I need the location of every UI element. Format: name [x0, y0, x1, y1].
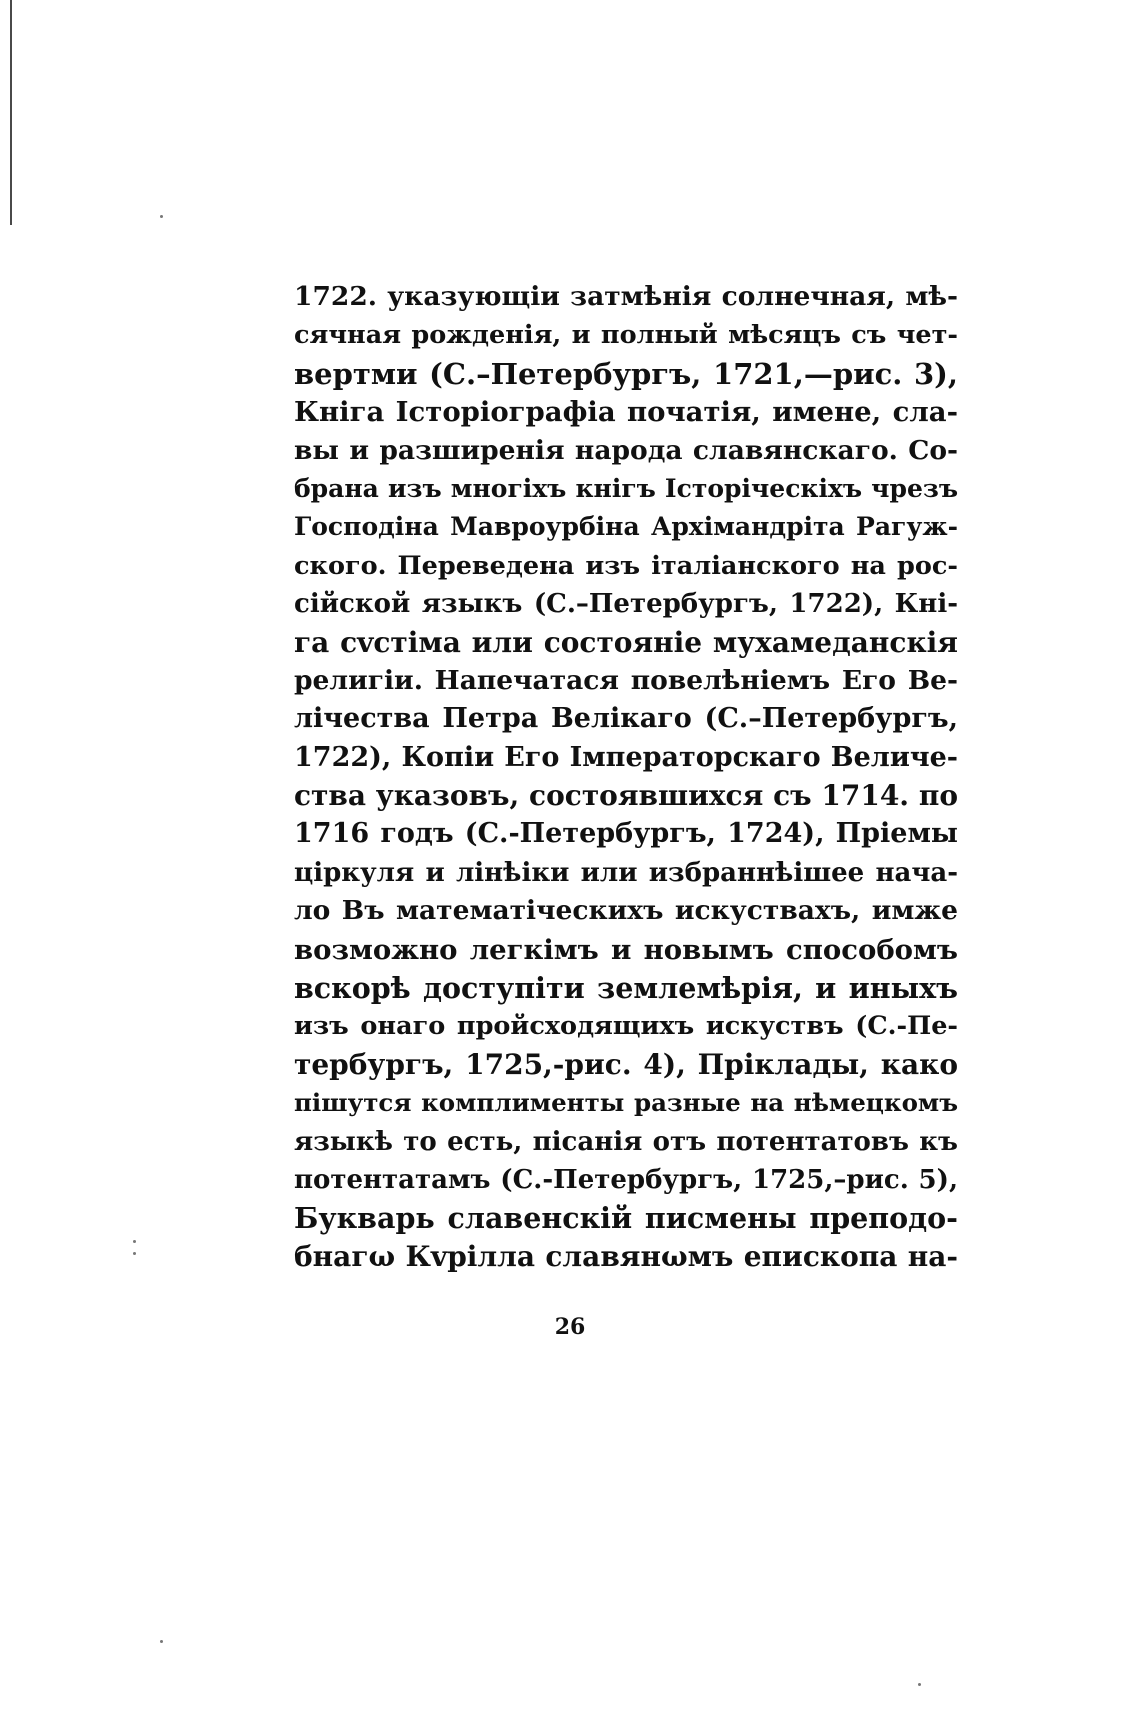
scan-edge-line [10, 0, 12, 225]
text-line: сійской языкъ (С.–Петербургъ, 1722), Кні- [294, 589, 958, 620]
text-line: ло Въ математіческихъ искуствахъ, имже [294, 895, 958, 927]
text-line: Кніга Історіографіа початія, имене, сла- [294, 396, 958, 429]
text-line: Букварь славенскій писмены преподо- [294, 1201, 958, 1236]
text-line: тербургъ, 1725,-рис. 4), Пріклады, како [294, 1047, 958, 1081]
text-line: Господіна Мавроурбіна Архімандріта Рагуж- [294, 512, 958, 542]
scan-speck [160, 215, 163, 218]
text-line: сячная рожденія, и полный мѣсяцъ съ чет- [294, 320, 958, 351]
text-line: 1716 годъ (С.-Петербургъ, 1724), Пріемы [294, 818, 958, 850]
text-line: ского. Переведена изъ італіанского на рос- [294, 550, 958, 581]
page-number: 26 [554, 1314, 586, 1340]
text-line: лічества Петра Велікаго (С.–Петербургъ, [294, 703, 958, 735]
text-line: вертми (С.–Петербургъ, 1721,—рис. 3), [294, 356, 958, 391]
text-line: ства указовъ, состоявшихся съ 1714. по [294, 779, 958, 813]
body-text [294, 278, 958, 1276]
text-line: языкѣ то есть, пісанія отъ потентатовъ къ [294, 1126, 958, 1157]
text-line: га сvстіма или состояніе мухамеданскія [294, 625, 958, 659]
text-line: вскорѣ доступіти землемѣрія, и иныхъ [294, 971, 958, 1006]
text-line: 1722), Копіи Его Імператорскаго Величе- [294, 741, 958, 773]
text-line: брана изъ многіхъ кнігъ Історіческіхъ чрезъ [294, 473, 958, 503]
text-line: вы и разширенія народа славянскаго. Со- [294, 434, 958, 466]
scan-speck [160, 1640, 163, 1643]
text-line: религіи. Напечатася повелѣніемъ Его Ве- [294, 664, 958, 696]
text-line: потентатамъ (С.-Петербургъ, 1725,–рис. 5), [294, 1164, 958, 1195]
scan-speck [918, 1683, 921, 1686]
text-line: изъ онаго пройсходящихъ искуствъ (С.-Пе- [294, 1011, 958, 1042]
text-line: возможно легкімъ и новымъ способомъ [294, 933, 958, 966]
scan-speck [133, 1240, 136, 1243]
text-line: бнагω Кvрілла славянωмъ епископа на- [294, 1239, 958, 1273]
text-line: пішутся комплименты разные на нѣмецкомъ [294, 1088, 958, 1118]
text-line: ціркуля и лінѣіки или избраннѣішее нача- [294, 857, 958, 888]
scan-speck [133, 1252, 136, 1255]
text-line: 1722. указующіи затмѣнія солнечная, мѣ- [294, 281, 958, 312]
